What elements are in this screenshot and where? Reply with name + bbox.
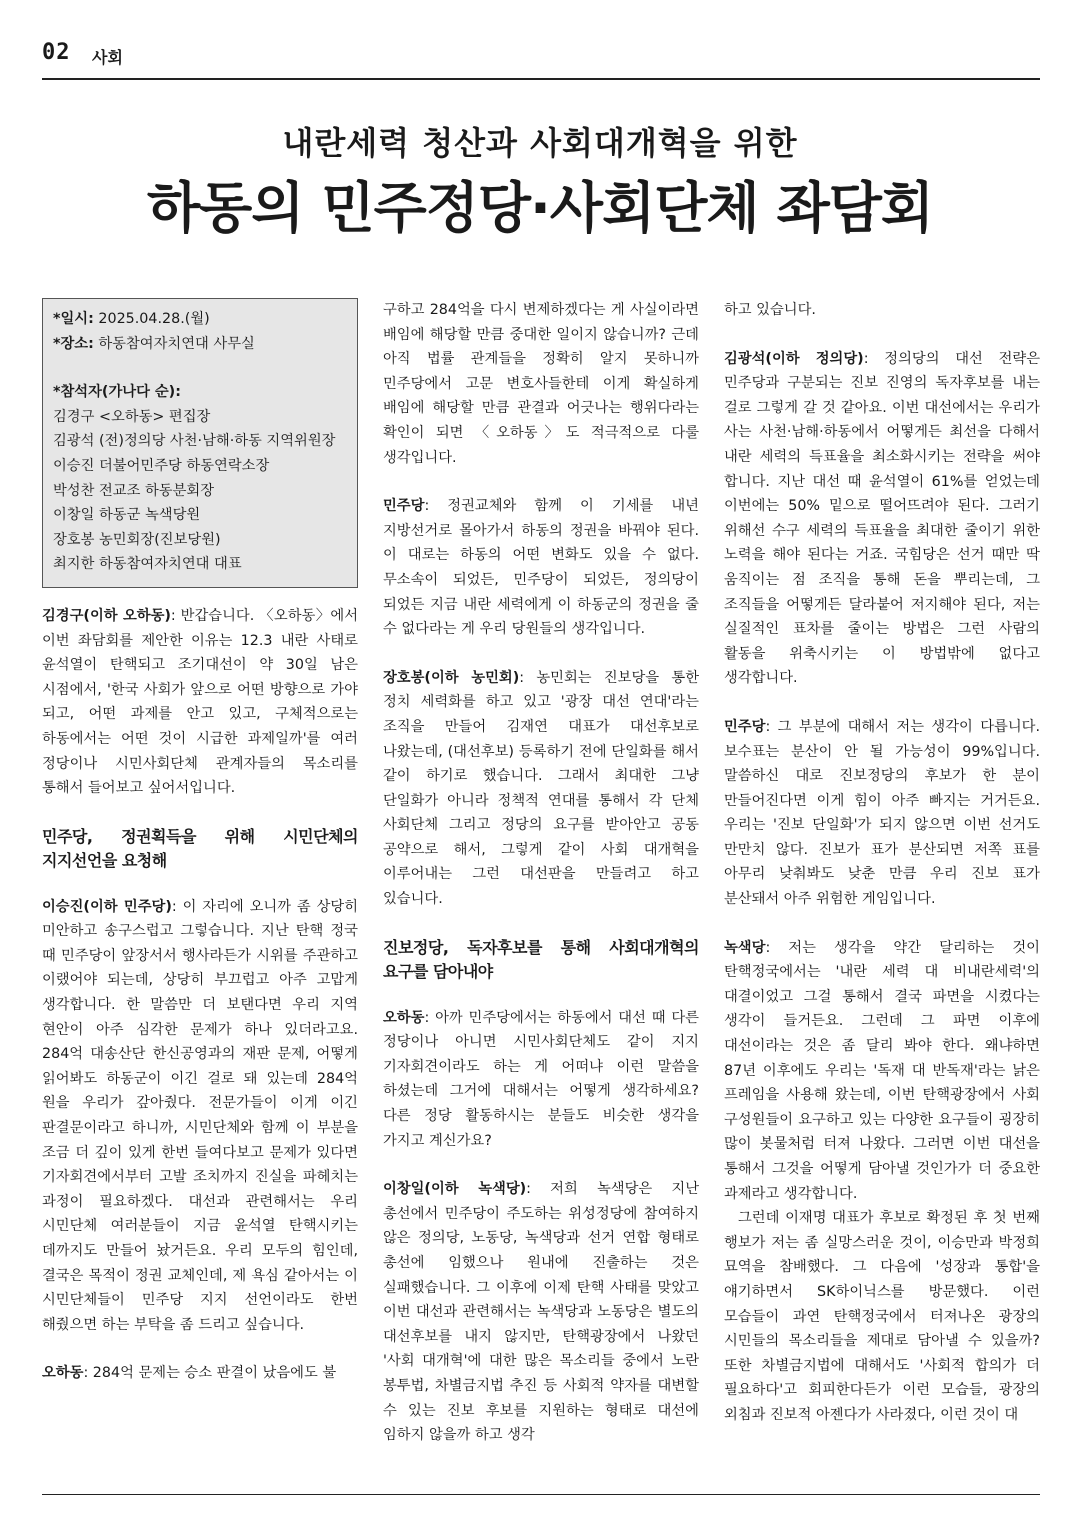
- paragraph: [42, 1361, 358, 1386]
- header-rule: [42, 78, 1040, 80]
- paragraph-text: : 반갑습니다. 〈오하동〉에서 이번 좌담회를 제안한 이유는 12.3 내란 사태로 윤석열이 탄핵되고 조기대선이 약 30일 남은 시점에서, '한국 사회가 앞으로 어떤 방향으로 가야 되고, 어떤 과제를 안고 있고, 구체적으로는 하동에서는 어떤 것이 시급한 과제일까'를 여러 정당이나 시민사회단체 관계자들의 목소리를 통해서 들어보고 싶어서입니다.: [42, 607, 358, 797]
- speaker-name: 이승진(이하 민주당): [42, 898, 172, 915]
- paragraph: [383, 1006, 699, 1154]
- paragraph: [724, 298, 1040, 323]
- attendee-item: 최지한 하동참여자치연대 대표: [53, 556, 242, 573]
- paragraph: [383, 494, 699, 642]
- column-2: [383, 298, 699, 1472]
- info-place-label: *장소:: [53, 335, 94, 352]
- section-heading: 진보정당, 독자후보를 통해 사회대개혁의 요구를 담아내야: [383, 937, 699, 981]
- attendee-item: 장호봉 농민회장(진보당원): [53, 531, 221, 548]
- paragraph: [383, 1177, 699, 1448]
- paragraph-text: : 정의당의 대선 전략은 민주당과 구분되는 진보 진영의 독자후보를 내는 걸로 그렇게 갈 것 같아요. 이번 대선에서는 우리가 사는 사천·남해·하동에서 어떻게든 최선을 다해서 내란 세력의 득표율을 최소화시키는 전략을 써야 합니다. 지난 대선 때 윤석열이 61%를 얻었는데 이번에는 50% 밑으로 떨어뜨려야 된다. 그러기 위해선 수구 세력의 득표율을 최대한 줄이기 위한 노력을 해야 된다는 거죠. 국힘당은 선거 때만 딱 움직이는 점 조직을 통해 돈을 뿌리는데, 그 조직들을 어떻게든 달라붙어 저지해야 된다, 저는 실질적인 표차를 줄이는 방법은 그런 사람의 활동을 위축시키는 이 방법밖에 없다고 생각합니다.: [724, 350, 1041, 687]
- speaker-name: 이창일(이하 녹색당): [383, 1181, 527, 1198]
- paragraph-text: : 농민회는 진보당을 통한 정치 세력화를 하고 있고 '광장 대선 연대'라는 조직을 만들어 김재연 대표가 대선후보로 나왔는데, (대선후보) 등록하기 전에 단일화를 해서 같이 하기로 했습니다. 그래서 최대한 그냥 단일화가 아니라 정책적 연대를 통해서 각 단체 사회단체 그리고 정당의 요구를 받아안고 공동 공약으로 해서, 그렇게 같이 사회 대개혁을 이루어내는 그런 대선판을 만들려고 하고 있습니다.: [383, 669, 700, 908]
- paragraph: [42, 895, 358, 1338]
- paragraph-text: 그런데 이재명 대표가 후보로 확정된 후 첫 번째 행보가 저는 좀 실망스러운 것이, 이승만과 박정희 묘역을 참배했다. 그 다음에 '성장과 통합'을 얘기하면서 SK하이닉스를 방문했다. 이런 모습들이 과연 탄핵정국에서 터져나온 광장의 시민들의 목소리들을 제대로 담아낼 수 있을까? 또한 차별금지법에 대해서도 '사회적 합의가 더 필요하다'고 회피한다든가 이런 모습들, 광장의 외침과 진보적 아젠다가 사라졌다, 이런 것이 대: [724, 1210, 1040, 1423]
- paragraph: [42, 604, 358, 801]
- speaker-name: 오하동: [383, 1009, 425, 1026]
- column-3: [724, 298, 1040, 1452]
- paragraph: [383, 298, 699, 470]
- paragraph-text: : 284억 문제는 승소 판결이 났음에도 불: [83, 1365, 337, 1382]
- section-name: 사회: [92, 48, 123, 67]
- paragraph-text: : 아까 민주당에서는 하동에서 대선 때 다른 정당이나 아니면 시민사회단체도 같이 지지 기자회견이라도 하는 게 어떠냐 이런 말씀을 하셨는데 그거에 대해서는 어떻게 생각하세요? 다른 정당 활동하시는 분들도 비슷한 생각을 가지고 계신가요?: [383, 1009, 699, 1149]
- attendee-list: [53, 405, 347, 577]
- info-place: [53, 332, 347, 357]
- info-date-value: 2025.04.28.(월): [98, 311, 210, 327]
- attendee-item: 박성찬 전교조 하동분회장: [53, 482, 215, 499]
- paragraph: [724, 1206, 1040, 1427]
- speaker-name: 오하동: [42, 1365, 84, 1382]
- paragraph-text: : 그 부분에 대해서 저는 생각이 다릅니다. 보수표는 분산이 안 될 가능성이 99%입니다. 말씀하신 대로 진보정당의 후보가 한 분이 만들어진다면 이게 힘이 아주 빠지는 거거든요. 우리는 '진보 단일화'가 되지 않으면 이번 선거도 만만치 않다. 진보가 표가 분산되면 저쪽 표를 아무리 낮춰봐도 낮춘 만큼 우리 진보 표가 분산돼서 아주 위험한 게임입니다.: [724, 718, 1040, 908]
- speaker-name: 민주당: [724, 718, 766, 735]
- paragraph: [383, 666, 699, 912]
- section-heading: 민주당, 정권획득을 위해 시민단체의 지지선언을 요청해: [42, 826, 358, 870]
- speaker-name: 김광석(이하 정의당): [724, 350, 864, 367]
- speaker-name: 김경구(이하 오하동): [42, 607, 171, 624]
- attendee-item: 이승진 더불어민주당 하동연락소장: [53, 457, 270, 474]
- page-header: [42, 38, 1040, 74]
- article-subtitle: 내란세력 청산과 사회대개혁을 위한: [282, 124, 798, 162]
- paragraph-text: : 저는 생각을 약간 달리하는 것이 탄핵정국에서는 '내란 세력 대 비내란세력'의 대결이었고 그걸 통해서 결국 파면을 시켰다는 생각이 들거든요. 그런데 그 파면 이후에 대선이라는 것은 좀 달리 봐야 한다. 왜냐하면 87년 이후에도 우리는 '독재 대 반독재'라는 낡은 프레임을 사용해 왔는데, 이번 탄핵광장에서 사회 구성원들이 요구하고 있는 다양한 요구들이 굉장히 많이 봇물처럼 터져 나왔다. 그러면 이번 대선을 통해서 그것을 어떻게 담아낼 것인가가 더 중요한 과제라고 생각합니다.: [724, 939, 1040, 1202]
- speaker-name: 녹색당: [724, 939, 766, 956]
- attendee-item: 김광석 (전)정의당 사천·남해·하동 지역위원장: [53, 433, 336, 450]
- attendee-item: 이창일 하동군 녹색당원: [53, 507, 201, 524]
- paragraph-text: : 저희 녹색당은 지난 총선에서 민주당이 주도하는 위성정당에 참여하지 않은 정의당, 노동당, 녹색당과 선거 연합 형태로 총선에 임했으나 원내에 진출하는 것은 실패했습니다. 그 이후에 이제 탄핵 사태를 맞았고 이번 대선과 관련해서는 녹색당과 노동당은 별도의 대선후보를 내지 않지만, 탄핵광장에서 나왔던 '사회 대개혁'에 대한 많은 목소리들 중에서 노란 봉투법, 차별금지법 추진 등 사회적 약자를 대변할 수 있는 진보 후보를 지원하는 형태로 대선에 임하지 않을까 하고 생각: [383, 1181, 700, 1444]
- speaker-name: 장호봉(이하 농민회): [383, 669, 520, 686]
- paragraph-text: : 정권교체와 함께 이 기세를 내년 지방선거로 몰아가서 하동의 정권을 바꿔야 된다. 이 대로는 하동의 어떤 변화도 있을 수 없다. 무소속이 되었든, 민주당이 되었든, 정의당이 되었든 지금 내란 세력에게 이 하동군의 정권을 줄 수 없다라는 게 우리 당원들의 생각입니다.: [383, 498, 699, 638]
- info-place-value: 하동참여자치연대 사무실: [98, 335, 255, 352]
- paragraph-text: 구하고 284억을 다시 변제하겠다는 게 사실이라면 배임에 해당할 만큼 중대한 일이지 않습니까? 근데 아직 법률 관계들을 정확히 알지 못하니까 민주당에서 고문 변호사들한테 이게 확실하게 배임에 해당할 만큼 관결과 어긋나는 행위다라는 확인이 되면 〈오하동〉도 적극적으로 다룰 생각입니다.: [383, 302, 699, 466]
- article-title: 하동의 민주정당·사회단체 좌담회: [146, 176, 933, 240]
- paragraph: [724, 347, 1040, 691]
- info-attendees-label: *참석자(가나다 순):: [53, 384, 181, 401]
- info-date-label: *일시:: [53, 311, 94, 327]
- paragraph-text: : 이 자리에 오니까 좀 상당히 미안하고 송구스럽고 그렇습니다. 지난 탄핵 정국 때 민주당이 앞장서서 행사라든가 시위를 주관하고 이랬어야 되는데, 상당히 부끄럽고 아주 고맙게 생각합니다. 한 말씀만 더 보탠다면 우리 지역 현안이 아주 심각한 문제가 하나 있더라고요. 284억 대송산단 한신공영과의 재판 문제, 어떻게 읽어봐도 하동군이 이긴 걸로 돼 있는데 284억 원을 우리가 갚아줬다. 전문가들이 이게 이긴 판결문이라고 하니까, 시민단체와 함께 이 부분을 조금 더 깊이 있게 한번 들여다보고 문제가 있다면 기자회견에서부터 고발 조치까지 진실을 파헤치는 과정이 필요하겠다. 대선과 관련해서는 우리 시민단체 여러분들이 지금 윤석열 탄핵시키는 데까지도 만들어 놨거든요. 우리 모두의 힘인데, 결국은 목적이 정권 교체인데, 제 욕심 같아서는 이 시민단체들이 민주당 지지 선언이라도 한번 해줬으면 하는 부탁을 좀 드리고 싶습니다.: [42, 898, 358, 1333]
- column-1: [42, 298, 358, 1410]
- page-number: 02: [42, 40, 71, 65]
- paragraph: [724, 936, 1040, 1207]
- info-date: [53, 307, 347, 332]
- info-box: [42, 298, 358, 588]
- speaker-name: 민주당: [383, 498, 425, 515]
- paragraph-text: 하고 있습니다.: [724, 302, 816, 318]
- attendee-item: 김경구 <오하동> 편집장: [53, 408, 211, 425]
- info-gap: [53, 356, 347, 380]
- footer-rule: [42, 1494, 1040, 1495]
- paragraph: [724, 715, 1040, 912]
